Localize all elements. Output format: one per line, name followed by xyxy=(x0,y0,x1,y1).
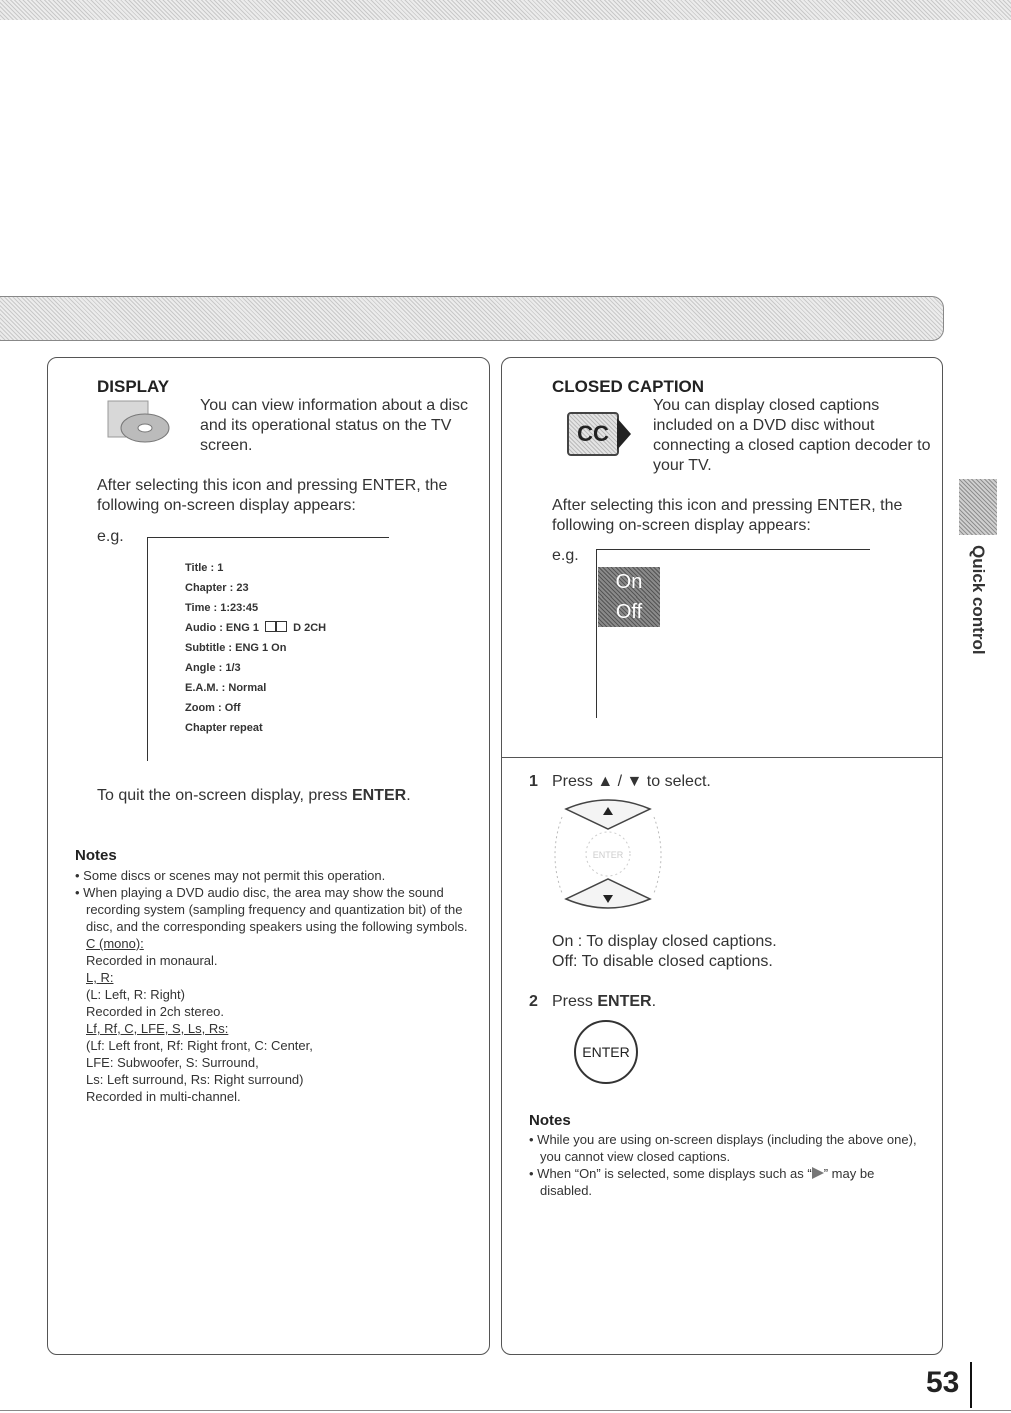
lr-desc2: Recorded in 2ch stereo. xyxy=(86,1004,225,1019)
multi-label: Lf, Rf, C, LFE, S, Ls, Rs: xyxy=(86,1021,229,1036)
page-number: 53 xyxy=(926,1366,960,1399)
right-note-2: • When “On” is selected, some displays such as “ ” may be disabled. xyxy=(529,1166,875,1198)
top-decorative-bar xyxy=(0,0,1011,20)
page-number-rule xyxy=(970,1362,972,1408)
right-note-1: • While you are using on-screen displays (including the above one), you cannot view closed captions. xyxy=(529,1132,917,1164)
cc-osd-frame-left xyxy=(596,549,597,718)
osd-subtitle: Subtitle : ENG 1 On xyxy=(185,642,287,654)
enter-faint-label: ENTER xyxy=(592,850,624,860)
right-notes-heading: Notes xyxy=(529,1112,571,1129)
header-band xyxy=(0,296,944,341)
left-note-2: • When playing a DVD audio disc, the area may show the sound recording system (sampling frequency and quantization bit) of the disc, and the corresponding speakers using the following symbols. xyxy=(75,885,468,934)
right-note-2-prefix: When “On” is selected, some displays such as “ xyxy=(537,1166,812,1181)
cc-off-option[interactable]: Off xyxy=(598,597,660,627)
down-arrow-button[interactable] xyxy=(566,879,650,908)
step2-enter: ENTER xyxy=(597,993,652,1010)
osd-audio-suffix: D 2CH xyxy=(293,622,327,634)
display-after: After selecting this icon and pressing ENTER, the following on-screen display appears: xyxy=(97,477,448,514)
step2-text xyxy=(552,992,656,1012)
enter-button[interactable]: ENTER xyxy=(574,1020,638,1084)
left-note-2-text: When playing a DVD audio disc, the area may show the sound recording system (sampling frequency and quantization bit) of the disc, and the corresponding speakers using the following symbols. xyxy=(83,885,468,934)
left-notes xyxy=(75,867,475,1105)
osd-lines xyxy=(185,558,385,738)
cc-osd-frame-top xyxy=(596,549,870,550)
dolby-icon xyxy=(265,621,287,632)
disc-info-icon xyxy=(105,398,175,448)
left-note-1-text: Some discs or scenes may not permit this operation. xyxy=(83,868,386,883)
side-tab-text: Quick control xyxy=(969,545,988,655)
step2-suffix: . xyxy=(651,993,657,1010)
cc-tv-side xyxy=(617,418,631,450)
side-tab-marker xyxy=(959,479,997,535)
quit-text: To quit the on-screen display, press xyxy=(97,787,352,804)
closed-caption-eg: e.g. xyxy=(552,547,579,564)
osd-eam: E.A.M. : Normal xyxy=(185,682,267,694)
multi-desc4: Recorded in multi-channel. xyxy=(86,1089,241,1104)
display-heading: DISPLAY xyxy=(97,377,170,396)
left-note-1: • Some discs or scenes may not permit this operation. xyxy=(75,868,386,883)
step1-number: 1 xyxy=(529,773,538,790)
panel-divider xyxy=(501,757,943,758)
cc-on-option[interactable]: On xyxy=(598,567,660,597)
lr-label: L, R: xyxy=(86,970,114,985)
left-arrow-outline xyxy=(555,817,562,893)
left-notes-heading: Notes xyxy=(75,847,117,864)
bottom-rule xyxy=(0,1410,1011,1411)
osd-zoom: Zoom : Off xyxy=(185,702,241,714)
c-label: C (mono): xyxy=(86,936,144,951)
right-note-2-suffix: ” may be disabled. xyxy=(540,1166,875,1198)
quit-enter: ENTER xyxy=(351,787,407,804)
quit-suffix: . xyxy=(406,787,411,804)
osd-angle: Angle : 1/3 xyxy=(185,662,241,674)
step2-prefix: Press xyxy=(552,993,598,1010)
on-description: On : To display closed captions. xyxy=(552,933,777,950)
direction-pad xyxy=(548,795,668,915)
side-tab-label xyxy=(966,545,988,655)
osd-chapter: Chapter : 23 xyxy=(185,582,249,594)
closed-caption-after: After selecting this icon and pressing ENTER, the following on-screen display appears: xyxy=(552,497,903,534)
display-eg: e.g. xyxy=(97,528,124,545)
right-notes xyxy=(529,1131,929,1199)
closed-caption-heading: CLOSED CAPTION xyxy=(552,377,705,396)
display-intro: You can view information about a disc and its operational status on the TV screen. xyxy=(200,397,469,454)
display-quit xyxy=(97,786,482,806)
c-desc: Recorded in monaural. xyxy=(86,953,218,968)
closed-caption-icon xyxy=(567,412,631,458)
step2-number: 2 xyxy=(529,993,538,1010)
osd-frame-top xyxy=(147,537,389,538)
osd-frame-left xyxy=(147,537,148,761)
closed-caption-intro: You can display closed captions included on a DVD disc without connecting a closed caption decoder to your TV. xyxy=(653,397,931,474)
osd-title: Title : 1 xyxy=(185,562,224,574)
multi-desc3: Ls: Left surround, Rs: Right surround) xyxy=(86,1072,304,1087)
cc-tv-icon: CC xyxy=(567,412,619,456)
right-arrow-outline xyxy=(654,817,661,893)
lr-desc1: (L: Left, R: Right) xyxy=(86,987,185,1002)
right-note-1-text: While you are using on-screen displays (including the above one), you cannot view closed captions. xyxy=(537,1132,917,1164)
multi-desc1: (Lf: Left front, Rf: Right front, C: Center, xyxy=(86,1038,313,1053)
play-icon xyxy=(812,1167,824,1179)
osd-audio-line xyxy=(185,618,385,638)
osd-audio: Audio : ENG 1 xyxy=(185,622,259,634)
step1-text: Press ▲ / ▼ to select. xyxy=(552,773,711,790)
multi-desc2: LFE: Subwoofer, S: Surround, xyxy=(86,1055,259,1070)
osd-repeat: Chapter repeat xyxy=(185,722,263,734)
off-description: Off: To disable closed captions. xyxy=(552,953,773,970)
osd-time: Time : 1:23:45 xyxy=(185,602,259,614)
